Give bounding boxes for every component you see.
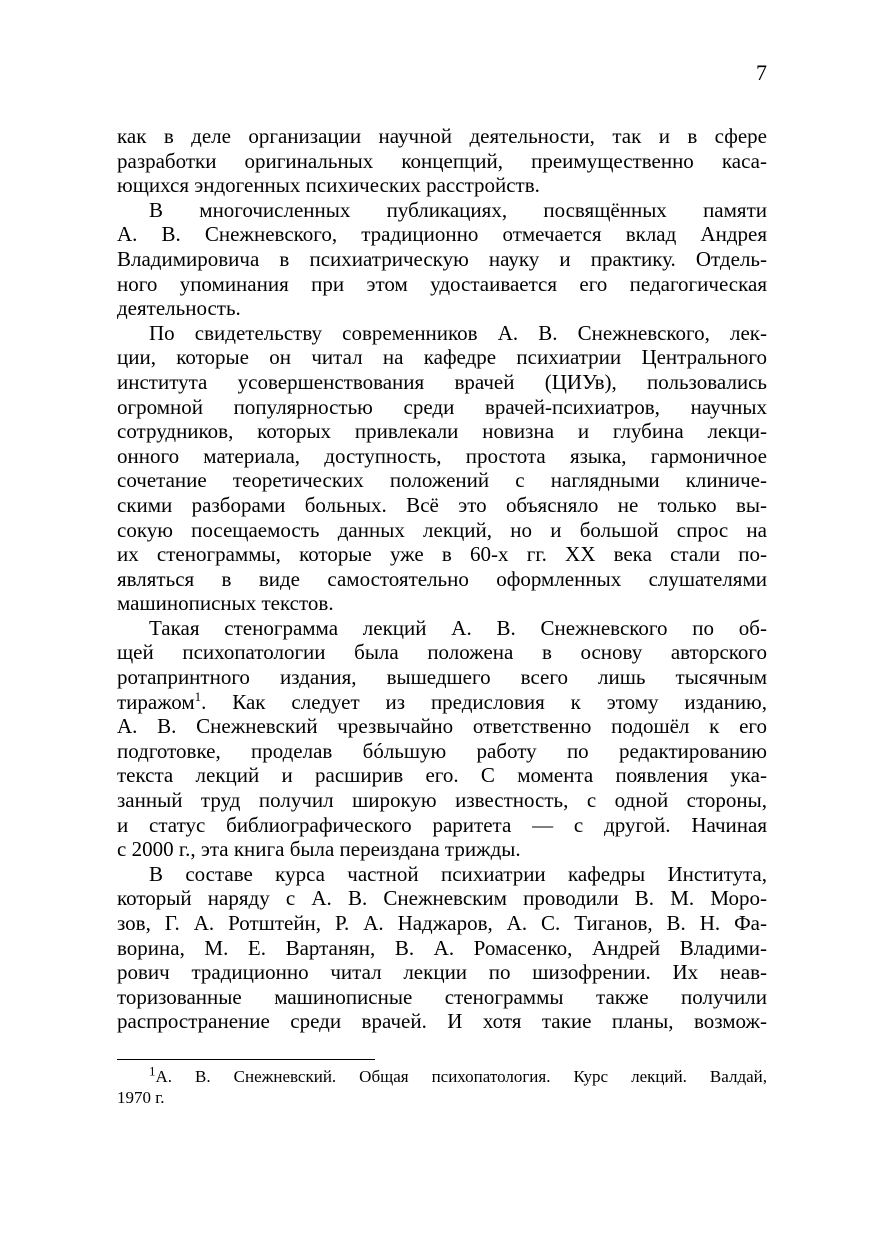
text-line: скими разборами больных. Всё это объясняло не только вы- (117, 492, 767, 517)
footnote-text: А. В. Снежневский. Общая психопатология. Курс лекций. Валдай, (155, 1067, 767, 1086)
text-line: их стенограммы, которые уже в 60-х гг. XX века стали по- (117, 542, 767, 567)
text-line: щей психопатологии была положена в основу авторского (117, 640, 767, 665)
footnote (117, 1063, 767, 1108)
footnote-marker: 1 (149, 1063, 156, 1079)
text-line: ворина, М. Е. Вартанян, В. А. Ромасенко, Андрей Владими- (117, 935, 767, 960)
text-line: Владимировича в психиатрическую науку и практику. Отдель- (117, 246, 767, 271)
text-line: огромной популярностью среди врачей-психиатров, научных (117, 394, 767, 419)
text-line: А. В. Снежневского, традиционно отмечается вклад Андрея (117, 222, 767, 247)
text-fragment: . Как следует из предисловия к этому изданию, (201, 689, 767, 714)
text-line: зов, Г. А. Ротштейн, Р. А. Наджаров, А. С. Тиганов, В. Н. Фа- (117, 911, 767, 935)
text-line-with-footnote (117, 690, 767, 715)
text-line: машинописных текстов. (117, 591, 334, 616)
text-line: разработки оригинальных концепций, преимущественно каса- (117, 148, 767, 173)
text-line: сочетание теоретических положений с наглядными клиниче- (117, 468, 767, 493)
text-line: Такая стенограмма лекций А. В. Снежневского по об- (149, 615, 767, 640)
text-line: А. В. Снежневский чрезвычайно ответственно подошёл к его (117, 714, 767, 739)
text-line: ющихся эндогенных психических расстройств. (117, 173, 540, 198)
text-line: распространение среди врачей. И хотя такие планы, возмож- (117, 1009, 767, 1034)
text-line: как в деле организации научной деятельности, так и в сфере (117, 124, 767, 148)
paragraph-3 (117, 321, 767, 616)
text-line: В составе курса частной психиатрии кафедры Института, (149, 861, 767, 886)
text-line: По свидетельству современников А. В. Снежневского, лек- (149, 320, 767, 345)
text-line: с 2000 г., эта книга была переиздана трижды. (117, 837, 521, 862)
text-line: и статус библиографического раритета — с другой. Начиная (117, 812, 767, 837)
footnote-line (117, 1063, 767, 1087)
text-line: института усовершенствования врачей (ЦИУв), пользовались (117, 369, 767, 394)
footnote-reference: 1 (194, 688, 202, 704)
text-line: подготовке, проделав бóльшую работу по редактированию (117, 738, 767, 763)
text-line: торизованные машинописные стенограммы также получили (117, 984, 767, 1009)
text-fragment: тиражом (117, 689, 195, 714)
text-line: ротапринтного издания, вышедшего всего лишь тысячным (117, 665, 767, 690)
text-line: занный труд получил широкую известность, с одной стороны, (117, 788, 767, 813)
text-line: который наряду с А. В. Снежневским проводили В. М. Моро- (117, 886, 767, 911)
paragraph-5 (117, 862, 767, 1034)
text-line: ного упоминания при этом удостаивается его педагогическая (117, 271, 767, 296)
footnote-divider (117, 1059, 375, 1060)
body-text (117, 124, 767, 1034)
text-line: являться в виде самостоятельно оформленных слушателями (117, 566, 767, 591)
footnote-line: 1970 г. (117, 1088, 165, 1107)
text-line: рович традиционно читал лекции по шизофрении. Их неав- (117, 960, 767, 985)
text-line: ции, которые он читал на кафедре психиатрии Центрального (117, 345, 767, 370)
text-line: текста лекций и расширив его. С момента появления ука- (117, 763, 767, 788)
paragraph-4 (117, 616, 767, 862)
page-number: 7 (756, 60, 767, 85)
text-line: сокую посещаемость данных лекций, но и большой спрос на (117, 517, 767, 542)
text-line: В многочисленных публикациях, посвящённых памяти (149, 197, 767, 222)
paragraph-2 (117, 198, 767, 321)
text-line: деятельность. (117, 296, 241, 321)
text-line: онного материала, доступность, простота языка, гармоничное (117, 443, 767, 468)
paragraph-1 (117, 124, 767, 198)
text-line: сотрудников, которых привлекали новизна и глубина лекци- (117, 419, 767, 444)
